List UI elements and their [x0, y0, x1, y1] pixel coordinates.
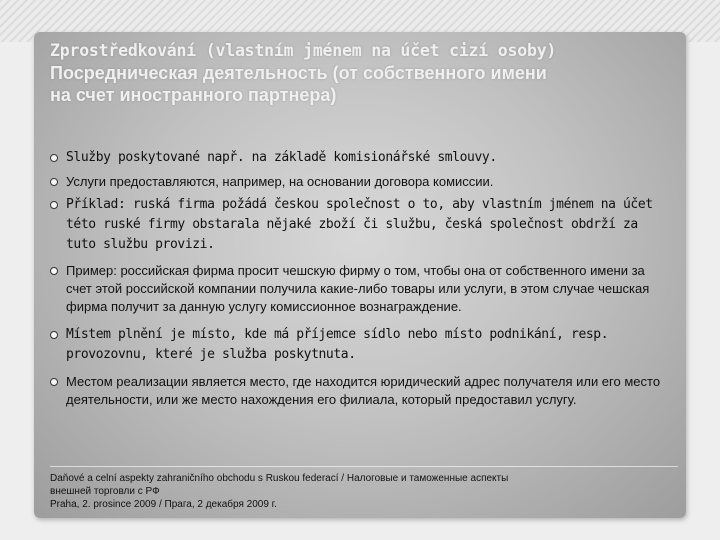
bullet-icon — [50, 154, 58, 162]
bullet-item — [50, 262, 674, 316]
title-line-czech: Zprostředkování (vlastním jménem na účet cizí osoby) — [50, 41, 557, 60]
footer-divider — [50, 466, 678, 467]
bullet-text: Příklad: ruská firma požádá českou společnost o to, aby vlastním jménem na účet této ruské firmy obstarala nějaké zboží či službu, česká společnost obdrží za tuto službu provizi. — [66, 197, 653, 252]
bullet-text: Местом реализации является место, где находится юридический адрес получателя или его место деятельности, или же место нахождения его филиала, который предоставил услугу. — [66, 374, 661, 407]
bullet-text: Služby poskytované např. na základě komisionářské smlouvy. — [66, 150, 497, 165]
bullet-item — [50, 373, 674, 409]
title-line-russian-1: Посредническая деятельность (от собственного имени — [50, 63, 547, 83]
bullet-icon — [50, 267, 58, 275]
bullet-text: Услуги предоставляются, например, на основании договора комиссии. — [66, 174, 494, 189]
bullet-text: Místem plnění je místo, kde má příjemce sídlo nebo místo podnikání, resp. provozovnu, které je služba poskytnuta. — [66, 327, 609, 362]
slide-title — [50, 40, 674, 106]
bullet-icon — [50, 201, 58, 209]
bullet-item — [50, 148, 674, 168]
bullet-icon — [50, 378, 58, 386]
footer-line-1: Daňové a celní aspekty zahraničního obchodu s Ruskou federací / Налоговые и таможенные аспекты — [50, 473, 509, 484]
title-line-russian-2: на счет иностранного партнера) — [50, 85, 337, 105]
bullet-icon — [50, 178, 58, 186]
footer-line-2: внешней торговли с РФ — [50, 486, 160, 497]
footer-line-3: Praha, 2. prosince 2009 / Прага, 2 декабря 2009 г. — [50, 499, 277, 510]
bullet-item — [50, 195, 674, 255]
bullet-text: Пример: российская фирма просит чешскую фирму о том, чтобы она от собственного имени за счет этой российской компании получила какие-либо товары или услуги, в этом случае чешская фирма получит за данную услугу комиссионное вознаграждение. — [66, 263, 650, 314]
bullet-icon — [50, 331, 58, 339]
bullet-item — [50, 325, 674, 365]
slide-footer — [50, 472, 670, 511]
bullet-list — [50, 148, 674, 409]
bullet-item — [50, 173, 674, 191]
